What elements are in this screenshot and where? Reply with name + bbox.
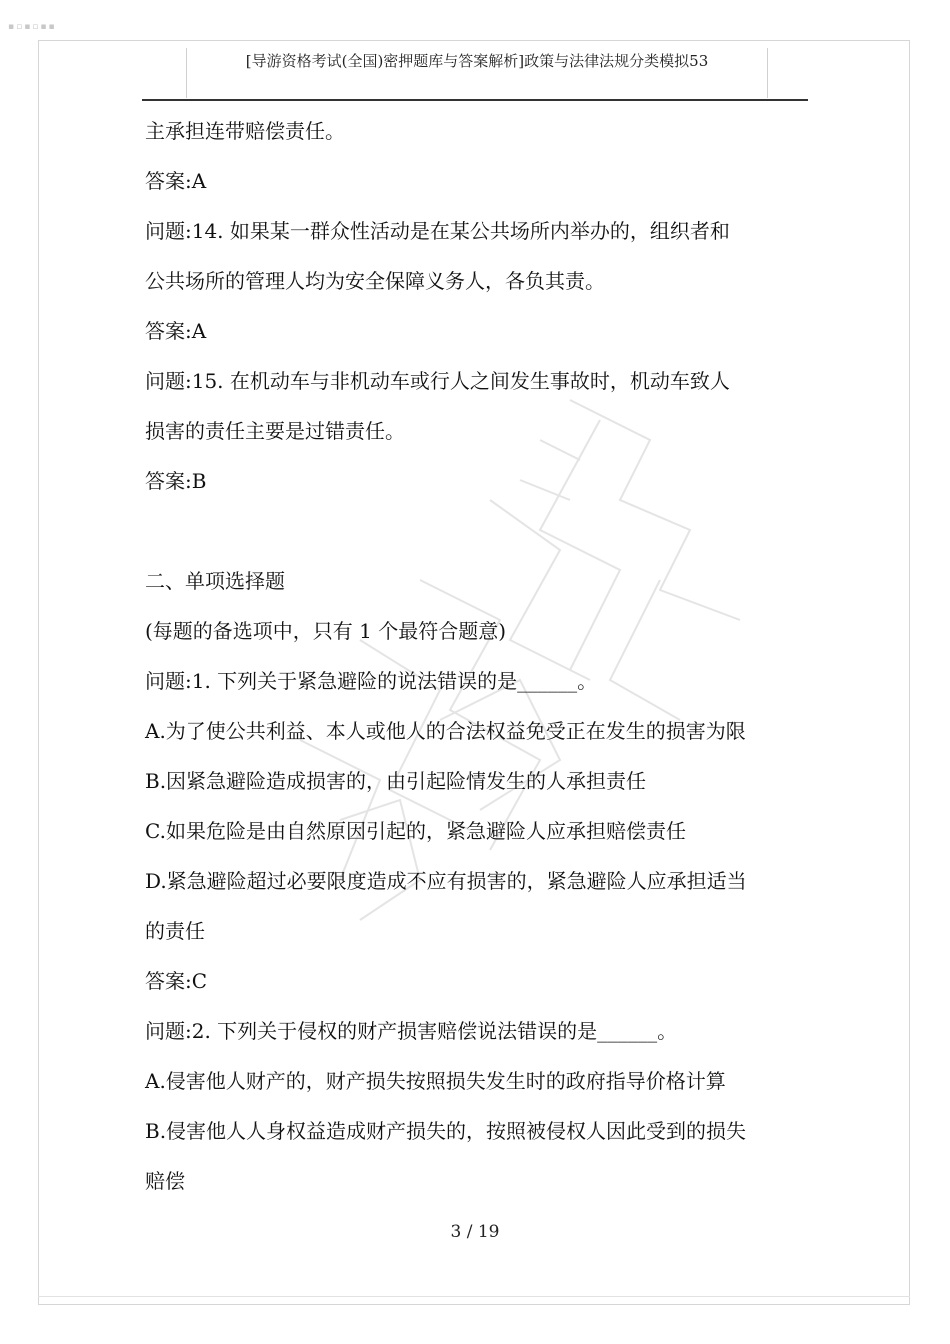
section-heading: 二、单项选择题 (145, 569, 285, 593)
option-line: C.如果危险是由自然原因引起的，紧急避险人应承担赔偿责任 (145, 819, 686, 843)
option-line: D.紧急避险超过必要限度造成不应有损害的，紧急避险人应承担适当 (145, 869, 747, 893)
option-line: B.因紧急避险造成损害的，由引起险情发生的人承担责任 (145, 769, 647, 793)
header-title: [导游资格考试(全国)密押题库与答案解析]政策与法律法规分类模拟53 (245, 52, 709, 70)
question-line: 问题:14. 如果某一群众性活动是在某公共场所内举办的，组织者和 (145, 219, 730, 243)
header-divider (142, 99, 808, 101)
answer-line: 答案:B (145, 469, 207, 493)
answer-line: 答案:A (145, 169, 207, 193)
text-line: 的责任 (145, 919, 205, 943)
text-line: 主承担连带赔偿责任。 (145, 119, 345, 143)
answer-line: 答案:C (145, 969, 208, 993)
question-line: 问题:2. 下列关于侵权的财产损害赔偿说法错误的是______。 (145, 1019, 678, 1043)
question-line: 问题:15. 在机动车与非机动车或行人之间发生事故时，机动车致人 (145, 369, 730, 393)
section-instruction: (每题的备选项中，只有 1 个最符合题意) (145, 619, 507, 643)
header (186, 48, 768, 98)
text-line: 赔偿 (145, 1169, 185, 1193)
blank-line (145, 506, 815, 556)
option-line: A.侵害他人财产的，财产损失按照损失发生时的政府指导价格计算 (145, 1069, 726, 1093)
page-number: 3 / 19 (450, 1222, 500, 1242)
text-line: 损害的责任主要是过错责任。 (145, 419, 405, 443)
text-line: 公共场所的管理人均为安全保障义务人，各负其责。 (145, 269, 605, 293)
document-body (145, 106, 815, 1206)
option-line: B.侵害他人人身权益造成财产损失的，按照被侵权人因此受到的损失 (145, 1119, 747, 1143)
corner-mark: ▪▫▪▫▪▪ (8, 22, 57, 32)
answer-line: 答案:A (145, 319, 207, 343)
question-line: 问题:1. 下列关于紧急避险的说法错误的是______。 (145, 669, 598, 693)
footer-divider (38, 1296, 910, 1297)
option-line: A.为了使公共利益、本人或他人的合法权益免受正在发生的损害为限 (145, 719, 746, 743)
